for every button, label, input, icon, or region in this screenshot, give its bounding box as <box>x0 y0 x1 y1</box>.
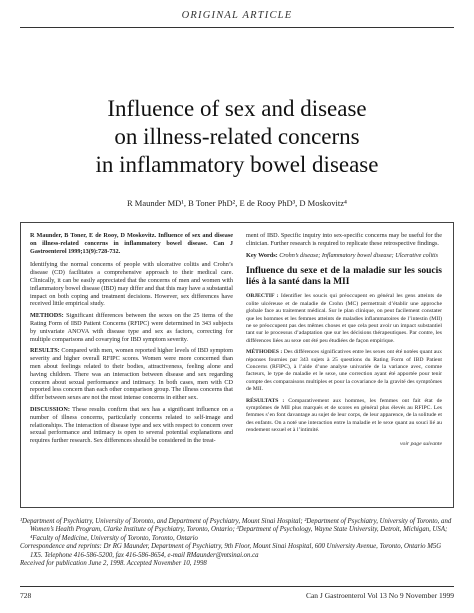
keywords-text: Crohn’s disease; Inflammatory bowel disease; Ulcerative colitis <box>279 251 439 259</box>
section-label: ORIGINAL ARTICLE <box>181 10 293 21</box>
header-rule <box>20 27 454 28</box>
abstract-right-column <box>246 232 442 452</box>
french-abstract <box>246 293 442 448</box>
title-line-2: on illness-related concerns <box>114 124 360 149</box>
resultats-text: Comparativement aux hommes, les femmes ont fait état de symptômes de MII plus marqués et de scores en général plus élevés au RFIPC. Les femmes s’en font davantage au sujet de leur corps, de leur apparence, de la solitude et des enfants. On a noté une interaction entre la maladie et le sexe quant au souci lié au rendement sexuel et à l’intimité. <box>246 397 443 434</box>
abstract-methods <box>30 312 233 343</box>
fr-methodes <box>246 349 442 393</box>
results-label: RESULTS: <box>30 347 60 355</box>
abstract-discussion <box>30 406 233 445</box>
correspondence-footnote: Correspondence and reprints: Dr RG Maunder, Department of Psychiatry, 9th Floor, Mount Sinai Hospital, 600 University Avenue, Toronto, Ontario M5G 1X5. Telephone 416-586-5200, fax 416-586-8654, e-mail RMaunder@mtsinai.on.ca <box>20 543 442 559</box>
affiliations-footnote: ¹Department of Psychiatry, University of Toronto, and Department of Psychiatry, Mount Sinai Hospital; ²Department of Psychiatry, University of Toronto, and Women’s Health Program, Clarke Institute of Psychiatry, Toronto, Ontario; ³Department of Psychology, Wayne State University, Detroit, Michigan, USA; ⁴Faculty of Medicine, University of Toronto, Toronto, Ontario <box>20 518 452 542</box>
footnotes <box>20 518 454 568</box>
resultats-label: RÉSULTATS : <box>246 397 285 404</box>
discussion-label: DISCUSSION: <box>30 405 70 413</box>
journal-citation: Can J Gastroenterol Vol 13 No 9 November 1999 <box>305 591 454 600</box>
abstract-continuation: ment of IBD. Specific inquiry into sex-specific concerns may be useful for the clinician. Further research is required to replicate these retrospective findings. <box>246 232 442 247</box>
page-footer <box>20 591 454 600</box>
citation: R Maunder, B Toner, E de Rooy, D Moskovitz. Influence of sex and disease on illness-related concerns in inflammatory bowel disease. Can J Gastroenterol 1999;13(9):728-732. <box>30 232 233 255</box>
objectif-text: Identifier les soucis qui préoccupent en général les gens atteints de colite ulcéreuse et de maladie de Crohn (MC) permettrait d’établir une approche globale face au traitement médical. Sur le plan clinique, on peut facilement constater que les hommes et les femmes atteints de maladies inflammatoires de l’intestin (MII) ne se préoccupent pas des mêmes choses et que cela peut avoir un impact substantiel tant sur le processus d’adaptation que sur les décisions thérapeutiques. Par contre, les différences liées au sexe ont été peu étudiées de façon empirique. <box>246 293 442 344</box>
page-number: 728 <box>20 591 32 600</box>
abstract-results <box>30 347 233 402</box>
title-line-1: Influence of sex and disease <box>107 96 367 121</box>
fr-objectif <box>246 293 442 345</box>
objectif-label: OBJECTIF : <box>246 293 279 300</box>
keywords <box>246 252 442 260</box>
abstract-left-column <box>30 232 233 449</box>
footer-rule <box>20 586 454 587</box>
article-title <box>20 95 454 179</box>
continued-note: voir page suivante <box>399 440 442 447</box>
results-text: Compared with men, women reported higher levels of IBD symptom severity and higher overall RFIPC scores. Women were more concerned than men about feelings related to their bodies, attractiveness, feeling alone and having children. There was an interaction between disease and sex regarding concern about sexual performance and intimacy. In both cases, men with CD reported less concern than each other comparison group. The illness concerns that differ between sexes are not the most intense concerns in either sex. <box>30 347 233 402</box>
keywords-label: Key Words: <box>246 251 278 259</box>
french-abstract-heading: Influence du sexe et de la maladie sur les soucis liés à la santé dans la MII <box>246 266 442 288</box>
received-footnote: Received for publication June 2, 1998. Accepted November 10, 1998 <box>20 560 207 568</box>
methods-text: Significant differences between the sexes on the 25 items of the Rating Form of IBD Patient Concerns (RFIPC) were determined in 343 subjects by univariate ANOVA with disease type and sex as factors, correcting for multiple comparisons and covarying for IBD symptom severity. <box>30 312 233 343</box>
title-line-3: in inflammatory bowel disease <box>95 152 379 177</box>
discussion-text: These results confirm that sex has a significant influence on a number of illness concerns, particularly concerns related to self-image and relationships. The interaction of disease type and sex with respect to concern over sexual performance and intimacy is open to several potential explanations and requires further research. Sex differences should be considered in the treat- <box>30 405 233 445</box>
methods-label: METHODS: <box>30 312 64 320</box>
methodes-text: Des différences significatives entre les sexes ont été notées quant aux réponses fournies par 343 sujets à 25 questions du Rating Form of IBD Patient Concerns (RFIPC), à l’aide d’une analyse univariée de la variance avec, comme facteurs, le type de maladie et le sexe, une correction ayant été apportée pour tenir compte des comparaisons multiples et pour la covariance de la gravité des symptômes de MII. <box>246 349 442 393</box>
fr-resultats <box>246 398 442 435</box>
methodes-label: MÉTHODES : <box>246 349 283 356</box>
author-list: R Maunder MD¹, B Toner PhD², E de Rooy PhD³, D Moskovitz⁴ <box>127 198 347 208</box>
abstract-intro: Identifying the normal concerns of people with ulcerative colitis and Crohn’s disease (CD) facilitates a comprehensive approach to their medical care. Clinically, it can be easily appreciated that the concerns of men and women with inflammatory bowel disease (IBD) may differ and that this may have a substantial impact on both coping and treatment decisions. However, sex differences have received little empirical study. <box>30 261 233 308</box>
